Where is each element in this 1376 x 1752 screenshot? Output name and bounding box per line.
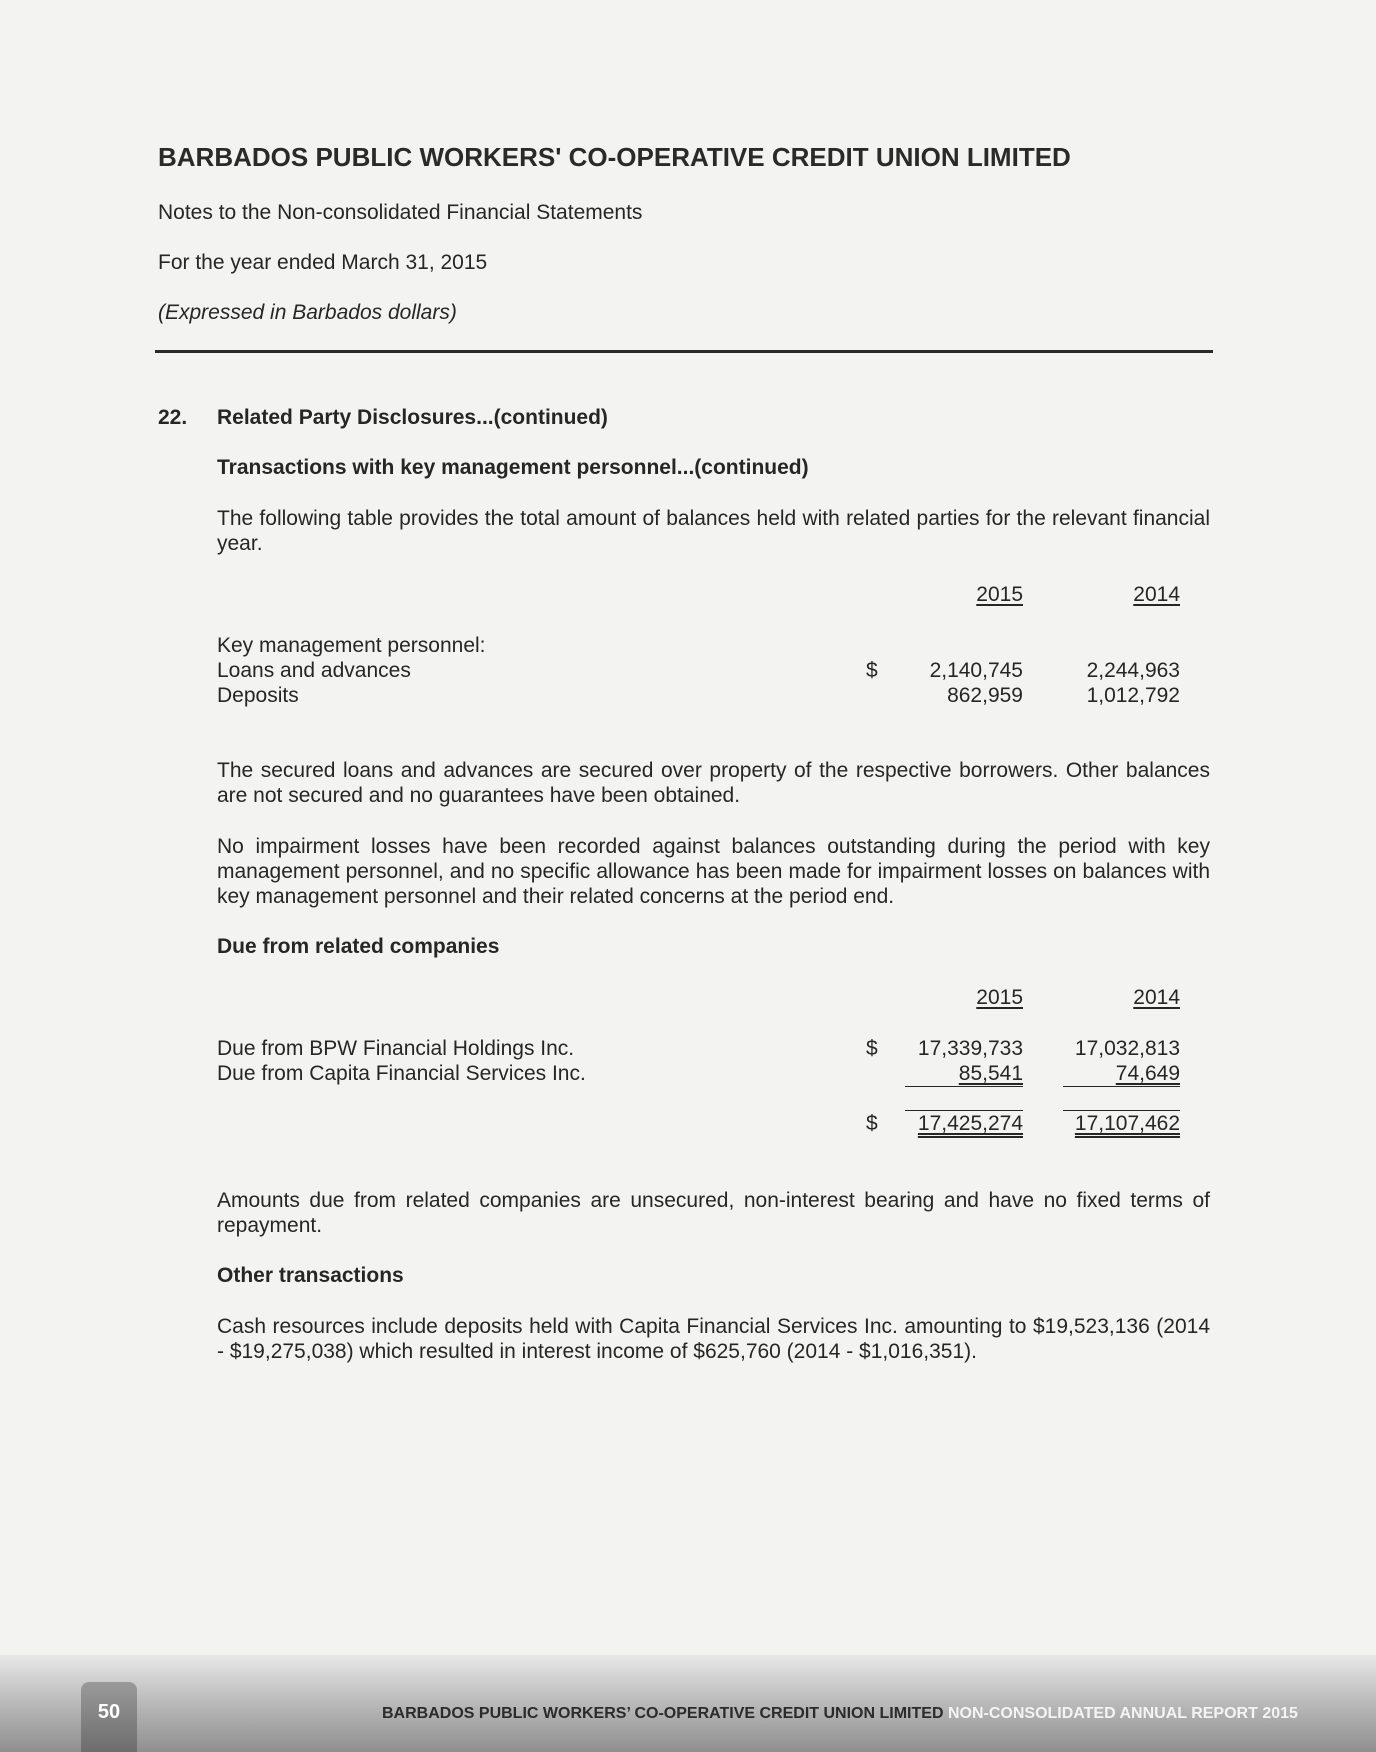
- kmp-row-value-2015: 2,140,745: [929, 659, 1023, 682]
- footer-text: [382, 1705, 1298, 1723]
- other-heading: Other transactions: [217, 1264, 404, 1287]
- impairment-paragraph: No impairment losses have been recorded against balances outstanding during the period with key management personnel, and no specific allowance has been made for impairment losses on balances with key management personnel and their related concerns at the period end.: [217, 835, 1210, 908]
- kmp-row-label: Loans and advances: [217, 659, 411, 682]
- due-paragraph: Amounts due from related companies are unsecured, non-interest bearing and have no fixed terms of repayment.: [217, 1189, 1210, 1237]
- secured-paragraph: The secured loans and advances are secured over property of the respective borrowers. Other balances are not secured and no guarantees have been obtained.: [217, 759, 1210, 807]
- notes-subtitle: Notes to the Non-consolidated Financial Statements: [158, 201, 643, 224]
- page-number: 50: [81, 1682, 137, 1752]
- due-heading: Due from related companies: [217, 935, 500, 958]
- footer-org: BARBADOS PUBLIC WORKERS’ CO-OPERATIVE CREDIT UNION LIMITED: [382, 1705, 944, 1722]
- company-title: BARBADOS PUBLIC WORKERS' CO-OPERATIVE CREDIT UNION LIMITED: [158, 142, 1071, 172]
- section-title: Related Party Disclosures...(continued): [217, 406, 608, 429]
- due-col-2014: 2014: [1133, 986, 1180, 1009]
- kmp-group-label: Key management personnel:: [217, 634, 486, 657]
- currency-symbol: $: [866, 659, 878, 682]
- footer-report: NON-CONSOLIDATED ANNUAL REPORT 2015: [947, 1705, 1298, 1722]
- footer-bar: [0, 1655, 1376, 1752]
- kmp-row-value-2014: 2,244,963: [1086, 659, 1180, 682]
- header-divider: [155, 350, 1213, 353]
- due-row-value-2014: 17,032,813: [1074, 1037, 1180, 1060]
- currency-note: (Expressed in Barbados dollars): [158, 301, 457, 324]
- due-total-2014: 17,107,462: [1074, 1112, 1180, 1135]
- due-row-value-2014: 74,649: [1115, 1062, 1180, 1085]
- kmp-col-2014: 2014: [1133, 583, 1180, 606]
- currency-symbol: $: [866, 1037, 878, 1060]
- subtotal-rule: [1063, 1086, 1180, 1087]
- due-row-label: Due from BPW Financial Holdings Inc.: [217, 1037, 575, 1060]
- other-paragraph: Cash resources include deposits held with Capita Financial Services Inc. amounting to $19,523,136 (2014 - $19,275,038) which resulted in interest income of $625,760 (2014 - $1,016,351).: [217, 1315, 1210, 1363]
- due-row-value-2015: 85,541: [958, 1062, 1023, 1085]
- kmp-intro-paragraph: The following table provides the total amount of balances held with related parties for the relevant financial year.: [217, 507, 1210, 555]
- kmp-col-2015: 2015: [976, 583, 1023, 606]
- due-row-value-2015: 17,339,733: [917, 1037, 1023, 1060]
- period-subtitle: For the year ended March 31, 2015: [158, 251, 488, 274]
- due-total-2015: 17,425,274: [917, 1112, 1023, 1135]
- kmp-row-value-2015: 862,959: [947, 684, 1023, 707]
- subtotal-rule: [905, 1086, 1023, 1087]
- total-rule: [1063, 1110, 1180, 1111]
- kmp-row-value-2014: 1,012,792: [1086, 684, 1180, 707]
- due-row-label: Due from Capita Financial Services Inc.: [217, 1062, 586, 1085]
- total-rule: [905, 1110, 1023, 1111]
- kmp-heading: Transactions with key management personnel...(continued): [217, 456, 809, 479]
- kmp-row-label: Deposits: [217, 684, 299, 707]
- currency-symbol: $: [866, 1112, 878, 1135]
- section-number: 22.: [158, 406, 188, 429]
- due-col-2015: 2015: [976, 986, 1023, 1009]
